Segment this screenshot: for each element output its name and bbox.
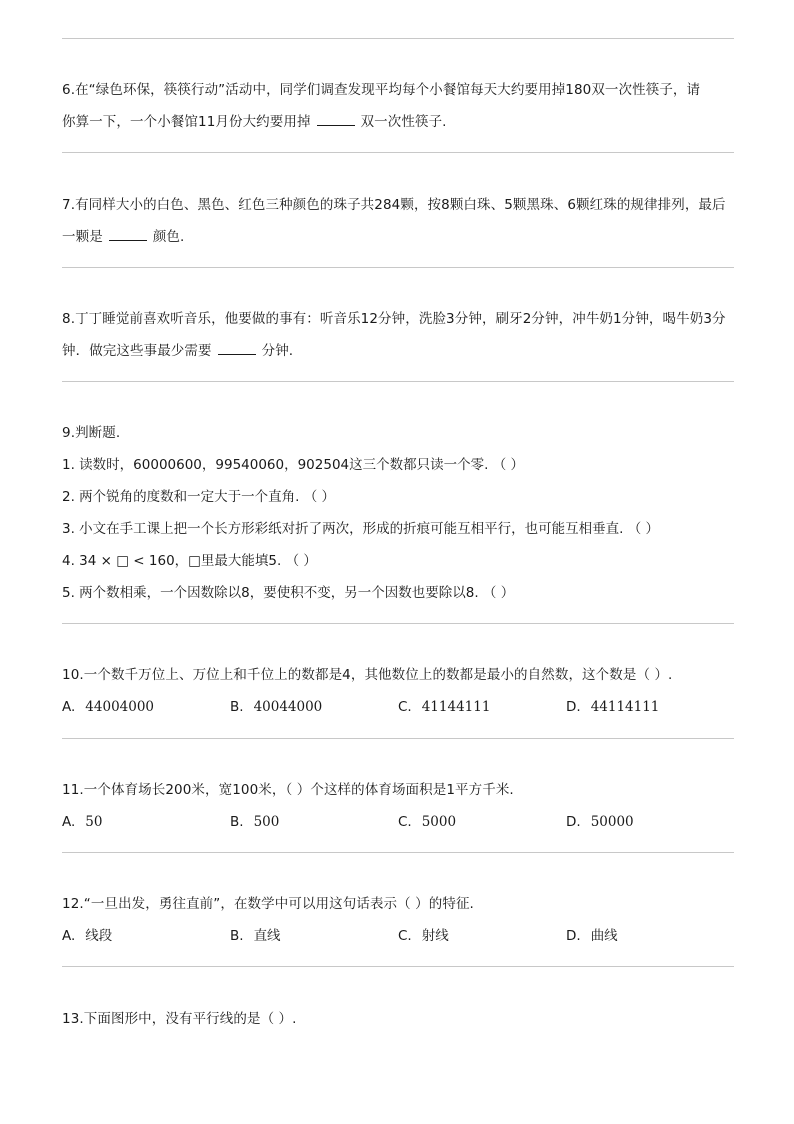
option-letter: D. [566,814,581,830]
option-b[interactable] [230,806,398,838]
question-11-stem: 11.一个体育场长200米，宽100米，（ ）个这样的体育场面积是1平方千米. [62,782,514,798]
question-6-text-after-blank: 双一次性筷子. [360,114,447,130]
option-c[interactable] [398,691,566,723]
option-c[interactable] [398,920,566,952]
answer-blank[interactable] [317,113,355,126]
option-value: 线段 [85,928,113,944]
true-false-item: 1. 读数时，60000600，99540060，902504这三个数都只读一个零. （ ） [62,457,525,473]
option-d[interactable] [566,691,734,723]
option-value: 44114111 [590,699,660,715]
option-value: 50000 [590,814,634,830]
answer-blank[interactable] [218,342,256,355]
question-13 [62,1003,297,1035]
option-letter: C. [398,699,412,715]
option-letter: A. [62,699,76,715]
question-12 [62,888,734,952]
option-d[interactable] [566,806,734,838]
option-letter: B. [230,928,244,944]
option-a[interactable] [62,691,230,723]
question-8 [62,303,726,367]
question-7-line-2 [62,221,726,253]
option-value: 44004000 [85,699,155,715]
divider [62,267,734,268]
question-10-options [62,691,734,723]
option-b[interactable] [230,691,398,723]
question-10-stem: 10.一个数千万位上、万位上和千位上的数都是4，其他数位上的数都是最小的自然数，这个数是（ ）. [62,667,673,683]
divider [62,852,734,853]
true-false-list [62,449,659,609]
option-letter: A. [62,814,76,830]
question-11 [62,774,734,838]
option-value: 直线 [253,928,281,944]
question-8-text-after-blank: 分钟. [261,343,294,359]
question-6-line-1: 6.在“绿色环保，筷筷行动”活动中，同学们调查发现平均每个小餐馆每天大约要用掉180双一次性筷子，请 [62,82,701,98]
divider [62,623,734,624]
question-6 [62,74,700,138]
divider [62,381,734,382]
option-value: 40044000 [253,699,323,715]
divider [62,966,734,967]
question-7-text-before-blank: 一颗是 [62,229,103,245]
divider [62,38,734,39]
option-a[interactable] [62,920,230,952]
option-a[interactable] [62,806,230,838]
option-letter: D. [566,699,581,715]
option-letter: A. [62,928,76,944]
question-10 [62,659,734,723]
true-false-item: 5. 两个数相乘，一个因数除以8，要使积不变，另一个因数也要除以8. （ ） [62,585,515,601]
option-value: 41144111 [421,699,491,715]
option-letter: B. [230,814,244,830]
question-12-options [62,920,734,952]
option-value: 曲线 [590,928,618,944]
option-value: 射线 [421,928,449,944]
option-value: 500 [253,814,280,830]
option-value: 50 [85,814,103,830]
question-12-stem: 12.“一旦出发，勇往直前”，在数学中可以用这句话表示（ ）的特征. [62,896,474,912]
question-6-text-before-blank: 你算一下，一个小餐馆11月份大约要用掉 [62,114,311,130]
question-8-line-1: 8.丁丁睡觉前喜欢听音乐，他要做的事有：听音乐12分钟，洗脸3分钟，刷牙2分钟，冲牛奶1分钟，喝牛奶3分 [62,311,726,327]
option-letter: C. [398,814,412,830]
true-false-item: 2. 两个锐角的度数和一定大于一个直角. （ ） [62,489,336,505]
question-9 [62,417,659,609]
question-8-line-2 [62,335,726,367]
true-false-item: 3. 小文在手工课上把一个长方形彩纸对折了两次，形成的折痕可能互相平行，也可能互相垂直. （ ） [62,521,660,537]
question-13-stem: 13.下面图形中，没有平行线的是（ ）. [62,1011,297,1027]
question-7-text-after-blank: 颜色. [152,229,185,245]
question-8-text-before-blank: 钟．做完这些事最少需要 [62,343,212,359]
question-9-title: 9.判断题. [62,425,121,441]
option-d[interactable] [566,920,734,952]
true-false-item: 4. 34 × □ < 160，□里最大能填5. （ ） [62,553,317,569]
option-letter: B. [230,699,244,715]
option-value: 5000 [421,814,457,830]
question-11-options [62,806,734,838]
option-letter: D. [566,928,581,944]
question-7-line-1: 7.有同样大小的白色、黑色、红色三种颜色的珠子共284颗，按8颗白珠、5颗黑珠、6颗红珠的规律排列，最后 [62,197,726,213]
option-c[interactable] [398,806,566,838]
divider [62,152,734,153]
question-6-line-2 [62,106,700,138]
option-b[interactable] [230,920,398,952]
option-letter: C. [398,928,412,944]
answer-blank[interactable] [109,228,147,241]
divider [62,738,734,739]
question-7 [62,189,726,253]
